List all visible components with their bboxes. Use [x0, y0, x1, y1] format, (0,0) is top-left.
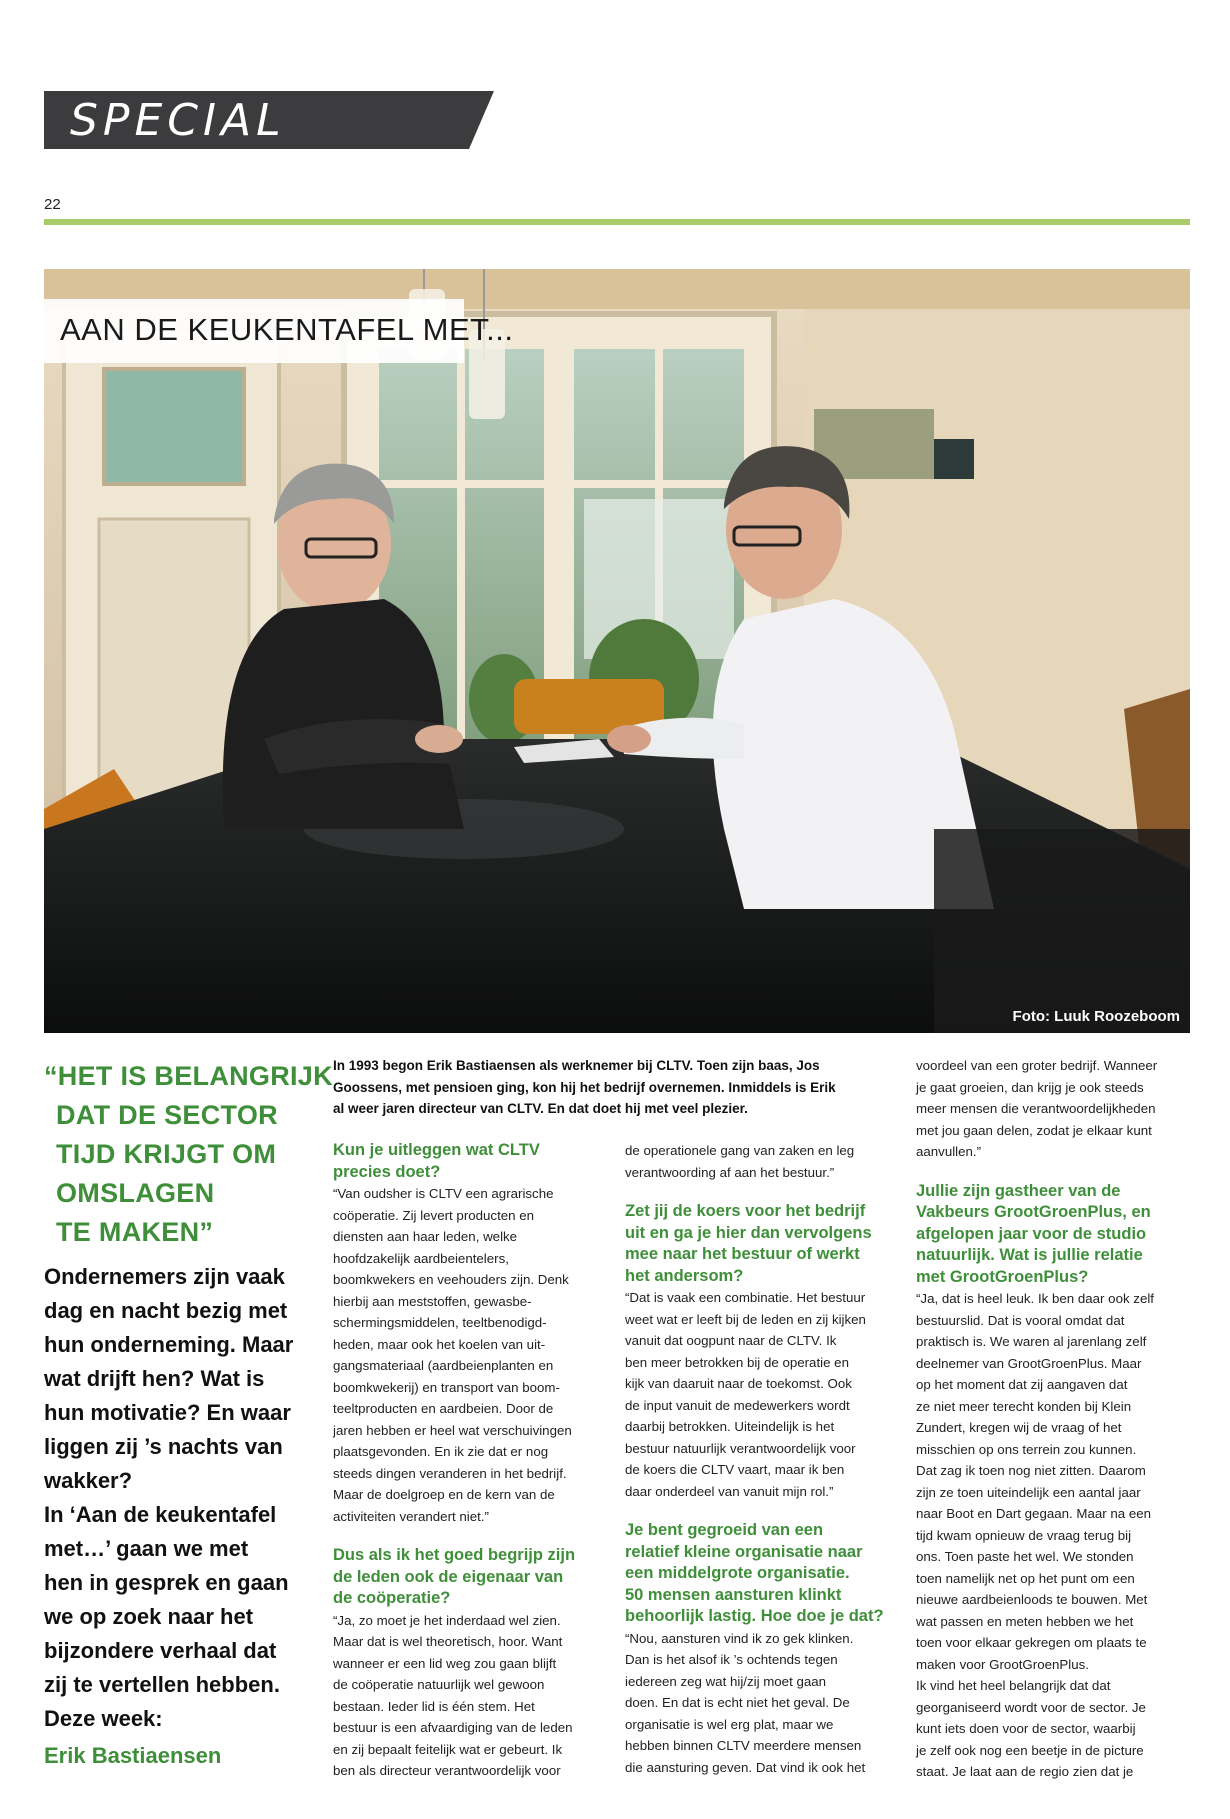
answer-line: activiteiten verandert niet.” [333, 1508, 489, 1524]
answer-line: Ik vind het heel belangrijk dat dat [916, 1678, 1111, 1693]
answer-line: boomkwekers en veehouders zijn. Denk [333, 1272, 569, 1287]
spacer [625, 1502, 907, 1520]
answer-line: tijd kwam opnieuw de vraag terug bij [916, 1527, 1132, 1543]
answer-line: daarbij betrokken. Uiteindelijk is het [625, 1419, 835, 1434]
answer-line: Zundert, kregen wij de vraag of het [916, 1420, 1122, 1435]
answer-line: schermingsmiddelen, teeltbenodigd- [333, 1315, 547, 1330]
question-line: mee naar het bestuur of werkt [625, 1245, 860, 1263]
intro-line: hun onderneming. Maar [44, 1332, 294, 1357]
answer-line: teeltproducten en aardbeien. Door de [333, 1401, 554, 1416]
answer-line: hebben binnen CLTV meerdere mensen [625, 1738, 862, 1753]
answer-line: heden, maar ook het koelen van uit- [333, 1336, 546, 1352]
column-3 [916, 1055, 1198, 1783]
question-line: Kun je uitleggen wat CLTV [333, 1141, 540, 1159]
answer-line: weet wat er leeft bij de leden en zij kijken [625, 1311, 866, 1327]
answer-line: je zelf ook nog een beetje in de picture [916, 1742, 1144, 1758]
answer-line: Dan is het alsof ik ’s ochtends tegen [625, 1652, 838, 1667]
question-line: precies doet? [333, 1162, 441, 1181]
pull-quote-line: DAT DE SECTOR [56, 1100, 278, 1130]
answer-line: doen. En dat is echt niet het geval. De [625, 1695, 850, 1710]
question-line: de coöperatie? [333, 1589, 451, 1607]
answer-line: voordeel van een groter bedrijf. Wanneer [916, 1058, 1158, 1073]
answer-line: meer mensen die verantwoordelijkheden [916, 1101, 1156, 1116]
answer-line: misschien op ons terrein zou kunnen. [916, 1441, 1137, 1457]
answer-line: “Dat is vaak een combinatie. Het bestuur [625, 1290, 866, 1305]
answer-line: kunt iets doen voor de sector, waarbij [916, 1721, 1136, 1736]
spacer [916, 1163, 1198, 1181]
question-line: met GrootGroenPlus? [916, 1267, 1089, 1286]
intro-line: Deze week: [44, 1706, 163, 1731]
section-tag-label: SPECIAL [70, 95, 286, 146]
answer-line: wanneer er een lid weg zou gaan blijft [333, 1655, 557, 1671]
answer-line: Maar dat is wel theoretisch, hoor. Want [333, 1634, 563, 1649]
page-number: 22 [44, 196, 61, 213]
answer-line: iedereen zeg wat hij/zij moet gaan [625, 1673, 827, 1689]
answer-line: vanuit dat oogpunt naar de CLTV. Ik [625, 1333, 837, 1348]
question-line: afgelopen jaar voor de studio [916, 1224, 1147, 1243]
answer-line: en zij bepaalt feitelijk wat er gebeurt. Ik [333, 1741, 563, 1757]
photo-header [44, 299, 514, 363]
question-line: 50 mensen aansturen klinkt [625, 1585, 842, 1604]
answer-line: je gaat groeien, dan krijg je ook steeds [916, 1079, 1144, 1095]
answer-line: boomkwekerij) en transport van boom- [333, 1379, 560, 1395]
question-line: Vakbeurs GrootGroenPlus, en [916, 1203, 1151, 1221]
answer-line: diensten aan haar leden, welke [333, 1229, 518, 1244]
answer-line: zijn ze toen uiteindelijk een aantal jaar [916, 1484, 1141, 1500]
question-line: het andersom? [625, 1266, 744, 1285]
answer-line: bestaan. Ieder lid is één stem. Het [333, 1698, 535, 1714]
answer-line: Maar de doelgroep en de kern van de [333, 1487, 555, 1502]
answer-line: “Ja, zo moet je het inderdaad wel zien. [333, 1612, 561, 1628]
answer-line: de operationele gang van zaken en leg [625, 1143, 855, 1158]
intro-line: bijzondere verhaal dat [44, 1638, 277, 1663]
pull-quote-line: TE MAKEN” [56, 1217, 214, 1247]
answer-line: ben meer betrokken bij de operatie en [625, 1354, 849, 1370]
lead-line: al weer jaren directeur van CLTV. En dat doet hij met veel plezier. [333, 1101, 748, 1116]
answer-line: “Van oudsher is CLTV een agrarische [333, 1186, 554, 1201]
intro-line: met…’ gaan we met [44, 1536, 249, 1561]
intro-line: wat drijft hen? Wat is [44, 1366, 265, 1391]
answer-line: wat passen en meten hebben we het [916, 1613, 1134, 1629]
question-line: behoorlijk lastig. Hoe doe je dat? [625, 1607, 884, 1625]
intro-line: zij te vertellen hebben. [44, 1672, 280, 1697]
answer-line: staat. Je laat aan de regio zien dat je [916, 1764, 1134, 1779]
question-line: uit en ga je hier dan vervolgens [625, 1223, 872, 1242]
column-2 [625, 1140, 907, 1778]
question-line: Je bent gegroeid van een [625, 1521, 824, 1539]
answer-line: de koers die CLTV vaart, maar ik ben [625, 1462, 845, 1477]
answer-line: ze niet meer terecht konden bij Klein [916, 1398, 1132, 1414]
question-line: een middelgrote organisatie. [625, 1564, 850, 1582]
answer-line: “Ja, dat is heel leuk. Ik ben daar ook zelf [916, 1291, 1155, 1306]
green-rule [44, 219, 1190, 225]
question-line: natuurlijk. Wat is jullie relatie [916, 1246, 1143, 1264]
answer-line: organisatie is wel erg plat, maar we [625, 1716, 834, 1732]
pull-quote [44, 1057, 333, 1252]
answer-line: op het moment dat zij aangaven dat [916, 1377, 1128, 1392]
intro-line: liggen zij ’s nachts van [44, 1434, 283, 1459]
answer-line: praktisch is. We waren al jarenlang zelf [916, 1334, 1147, 1349]
intro-line: In ‘Aan de keukentafel [44, 1502, 277, 1527]
answer-line: georganiseerd wordt voor de sector. Je [916, 1699, 1146, 1715]
intro-line: hun motivatie? En waar [44, 1400, 291, 1425]
photo-credit: Foto: Luuk Roozeboom [1012, 1008, 1180, 1025]
answer-line: ben als directeur verantwoordelijk voor [333, 1763, 561, 1778]
answer-line: toen namelijk net op het punt om een [916, 1570, 1135, 1586]
answer-line: gangsmateriaal (aardbeienplanten en [333, 1358, 554, 1373]
spacer [333, 1527, 615, 1545]
answer-line: toen voor elkaar gekregen om plaats te [916, 1635, 1147, 1650]
intro-line: Ondernemers zijn vaak [44, 1264, 285, 1289]
question-line: de leden ook de eigenaar van [333, 1567, 564, 1586]
lead-line: In 1993 begon Erik Bastiaensen als werknemer bij CLTV. Toen zijn baas, Jos [333, 1058, 820, 1073]
answer-line: coöperatie. Zij levert producten en [333, 1207, 535, 1223]
answer-line: hierbij aan meststoffen, gewasbe- [333, 1293, 532, 1309]
answer-line: deelnemer van GrootGroenPlus. Maar [916, 1355, 1142, 1371]
photo-illustration [44, 269, 1190, 1033]
intro-line: hen in gesprek en gaan [44, 1570, 289, 1595]
answer-line: met jou gaan delen, zodat je elkaar kunt [916, 1122, 1152, 1138]
answer-line: de coöperatie natuurlijk wel gewoon [333, 1677, 545, 1692]
answer-line: ons. Toen paste het wel. We stonden [916, 1549, 1134, 1564]
answer-line: nieuwe aardbeienloods te bouwen. Met [916, 1592, 1148, 1607]
answer-line: de input vanuit de medewerkers wordt [625, 1397, 850, 1413]
pull-quote-line: TIJD KRIJGT OM [56, 1139, 277, 1169]
answer-line: jaren hebben er heel wat verschuivingen [333, 1422, 572, 1438]
byline: Erik Bastiaensen [44, 1743, 222, 1768]
lead-paragraph [333, 1055, 893, 1120]
answer-line: naar Boot en Dart gegaan. Maar na een [916, 1506, 1152, 1521]
answer-line: maken voor GrootGroenPlus. [916, 1656, 1089, 1672]
question-line: relatief kleine organisatie naar [625, 1542, 863, 1561]
answer-line: bestuur natuurlijk verantwoordelijk voor [625, 1440, 856, 1456]
photo-header-title: AAN DE KEUKENTAFEL MET... [60, 312, 514, 347]
answer-line: hoofdzakelijk aardbeientelers, [333, 1250, 509, 1266]
answer-line: aanvullen.” [916, 1144, 982, 1159]
interview-photo [44, 269, 1190, 1033]
answer-line: plaatsgevonden. En ik zie dat er nog [333, 1444, 549, 1459]
column-1 [333, 1140, 615, 1782]
answer-line: daar onderdeel van vanuit mijn rol.” [625, 1483, 834, 1499]
question-line: Dus als ik het goed begrijp zijn [333, 1546, 576, 1564]
answer-line: kijk van daaruit naar de toekomst. Ook [625, 1376, 852, 1391]
intro-line: we op zoek naar het [44, 1604, 254, 1629]
answer-line: Dat zag ik toen nog niet zitten. Daarom [916, 1463, 1146, 1478]
question-line: Zet jij de koers voor het bedrijf [625, 1202, 866, 1220]
question-line: Jullie zijn gastheer van de [916, 1181, 1121, 1200]
answer-line: steeds dingen veranderen in het bedrijf. [333, 1465, 567, 1481]
intro-line: dag en nacht bezig met [44, 1298, 288, 1323]
pull-quote-line: “HET IS BELANGRIJK [44, 1061, 333, 1091]
answer-line: die aansturing geven. Dat vind ik ook het [625, 1759, 866, 1775]
pull-quote-line: OMSLAGEN [56, 1178, 215, 1208]
lead-line: Goossens, met pensioen ging, kon hij het bedrijf overnemen. Inmiddels is Erik [333, 1079, 836, 1095]
answer-line: “Nou, aansturen vind ik zo gek klinken. [625, 1630, 854, 1646]
intro-line: wakker? [44, 1468, 133, 1493]
answer-line: bestuurslid. Dat is vooral omdat dat [916, 1312, 1125, 1328]
answer-line: verantwoording af aan het bestuur.” [625, 1164, 835, 1180]
spacer [625, 1183, 907, 1201]
section-tag [44, 91, 494, 149]
answer-line: bestuur is een afvaardiging van de leden [333, 1720, 573, 1735]
intro-text [44, 1260, 324, 1736]
